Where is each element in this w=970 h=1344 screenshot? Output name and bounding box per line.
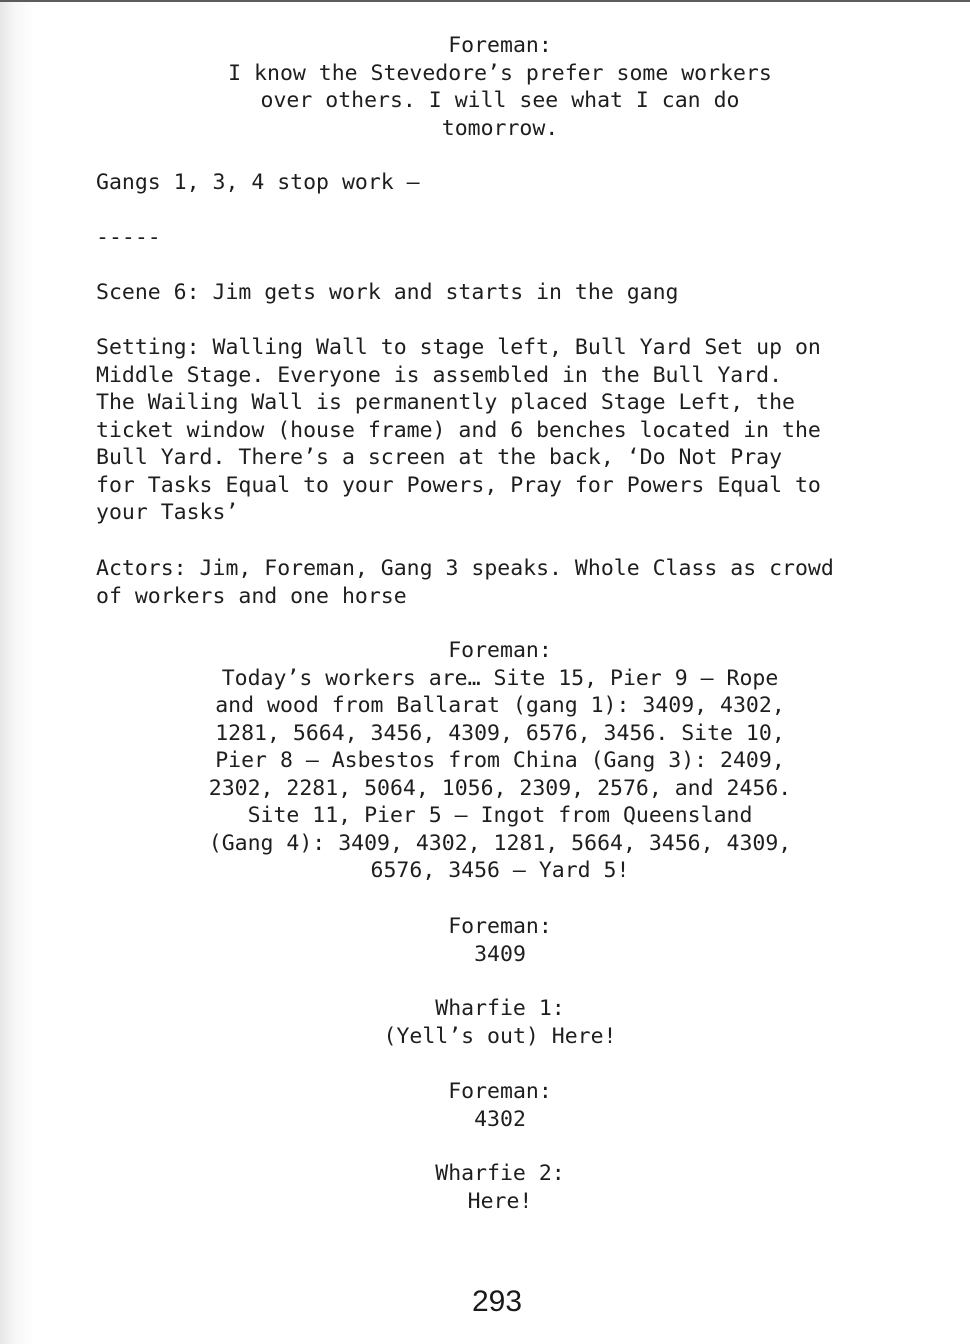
page-number: 293	[471, 1285, 523, 1318]
dialogue-line: Site 11, Pier 5 – Ingot from Queensland	[247, 803, 753, 828]
dialogue-line: I know the Stevedore’s prefer some workers	[228, 60, 772, 86]
scene-heading-text: Scene 6: Jim gets work and starts in the gang	[96, 280, 679, 305]
actors-line: Actors: Jim, Foreman, Gang 3 speaks. Whole Class as crowd	[96, 556, 834, 581]
actors-line: of workers and one horse	[96, 583, 407, 609]
dialogue-line: (Yell’s out) Here!	[383, 1023, 617, 1049]
stage-direction	[96, 169, 956, 197]
dialogue-line: Pier 8 – Asbestos from China (Gang 3): 2409,	[215, 748, 785, 773]
dialogue-foreman-1	[180, 32, 820, 142]
setting-line: Setting: Walling Wall to stage left, Bull Yard Set up on	[96, 335, 821, 360]
setting-paragraph	[96, 334, 956, 527]
stage-direction-text: Gangs 1, 3, 4 stop work –	[96, 170, 420, 195]
speaker-name: Foreman:	[448, 914, 552, 939]
speaker-name: Foreman:	[448, 1079, 552, 1104]
dialogue-line: Here!	[467, 1188, 533, 1214]
dialogue-line: tomorrow.	[441, 115, 559, 141]
scene-separator	[96, 224, 956, 252]
dialogue-line: 1281, 5664, 3456, 4309, 6576, 3456. Site 10,	[215, 720, 785, 746]
dialogue-line: over others. I will see what I can do	[260, 88, 740, 113]
dialogue-line: 4302	[474, 1106, 526, 1132]
dialogue-line: Today’s workers are… Site 15, Pier 9 – Rope	[221, 665, 779, 691]
speaker-name: Foreman:	[448, 638, 552, 663]
dialogue-line: (Gang 4): 3409, 4302, 1281, 5664, 3456, 4309,	[208, 830, 792, 856]
actors-paragraph	[96, 555, 956, 610]
dialogue-line: and wood from Ballarat (gang 1): 3409, 4302,	[215, 693, 785, 718]
dialogue-line: 6576, 3456 – Yard 5!	[370, 858, 630, 883]
separator-text: -----	[96, 225, 161, 250]
dialogue-foreman-3	[180, 913, 820, 968]
dialogue-wharfie-2	[180, 1160, 820, 1215]
setting-line: Middle Stage. Everyone is assembled in the Bull Yard.	[96, 362, 783, 388]
scene-heading	[96, 279, 956, 307]
dialogue-wharfie-1	[180, 995, 820, 1050]
dialogue-foreman-4	[180, 1078, 820, 1133]
setting-line: for Tasks Equal to your Powers, Pray for Powers Equal to	[96, 472, 821, 498]
dialogue-line: 3409	[474, 941, 526, 967]
speaker-name: Wharfie 1:	[435, 996, 565, 1021]
setting-line: Bull Yard. There’s a screen at the back, ‘Do Not Pray	[96, 445, 783, 470]
setting-line: ticket window (house frame) and 6 benches located in the	[96, 417, 821, 443]
dialogue-line: 2302, 2281, 5064, 1056, 2309, 2576, and 2456.	[208, 775, 792, 801]
setting-line: your Tasks’	[96, 500, 239, 525]
setting-line: The Wailing Wall is permanently placed Stage Left, the	[96, 390, 795, 415]
dialogue-foreman-2	[180, 637, 820, 885]
speaker-name: Wharfie 2:	[435, 1161, 565, 1186]
speaker-name: Foreman:	[448, 33, 552, 58]
